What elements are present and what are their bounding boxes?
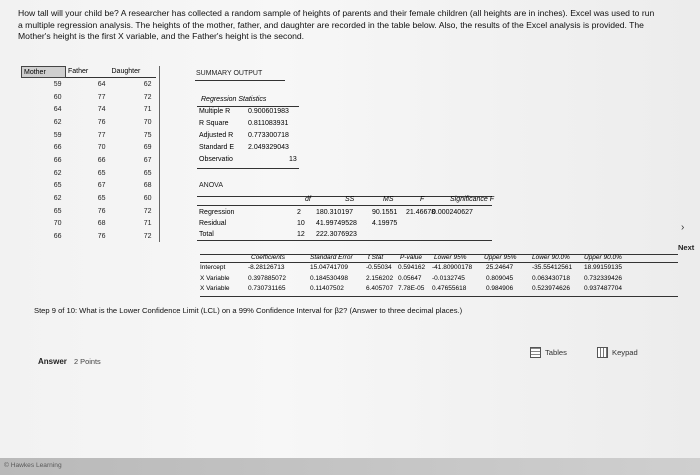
table-cell: 59 [53, 131, 62, 139]
table-cell: 71 [143, 106, 152, 114]
anova-cell: 222.3076923 [316, 231, 357, 238]
table-cell: 74 [97, 106, 106, 114]
table-cell: 76 [97, 233, 106, 241]
table-cell: 60 [53, 93, 62, 101]
table-cell: 60 [143, 195, 152, 203]
data-table [21, 66, 156, 243]
table-divider [159, 66, 160, 242]
table-row [22, 129, 156, 142]
table-cell: 72 [143, 233, 152, 241]
table-icon [530, 347, 541, 358]
table-cell: 66 [53, 144, 62, 152]
coef-cell: 2.156202 [366, 274, 394, 282]
table-cell: 62 [143, 80, 152, 88]
table-cell: 77 [97, 131, 106, 139]
table-cell: 72 [143, 207, 152, 215]
table-cell: 62 [53, 195, 62, 203]
regression-rule-bottom [197, 168, 299, 169]
points-label: 2 Points [74, 357, 101, 366]
table-row [22, 205, 156, 218]
table-cell: 76 [97, 118, 106, 126]
col-header-daughter: Daughter [110, 67, 156, 78]
anova-row-label: Regression [199, 209, 235, 216]
table-cell: 70 [97, 144, 106, 152]
anova-header: MS [383, 196, 394, 203]
table-cell: 66 [53, 156, 62, 164]
coef-cell: 18.99159135 [584, 264, 622, 271]
table-row [22, 218, 156, 231]
reg-stat-label: Standard E [199, 144, 235, 151]
coef-header: Coefficients [251, 254, 285, 261]
coef-cell: -41.80900178 [432, 264, 473, 271]
table-cell: 65 [97, 169, 106, 177]
anova-header: Significance F [450, 196, 494, 203]
table-row [22, 154, 156, 167]
table-cell: 75 [143, 131, 152, 139]
coef-cell: 0.984906 [486, 285, 514, 292]
coef-cell: 0.063430718 [532, 274, 570, 282]
reg-stat-label: Observatio [199, 156, 233, 163]
coef-header: Lower 95% [434, 254, 467, 261]
coef-header: Standard Error [310, 254, 353, 261]
table-row [22, 167, 156, 180]
summary-rule [195, 80, 285, 81]
coef-row-label: X Variable [200, 285, 230, 292]
coef-cell: -8.28126713 [248, 264, 285, 271]
table-row [22, 230, 156, 243]
coef-cell: 0.05647 [398, 274, 422, 282]
anova-title: ANOVA [199, 182, 223, 189]
table-cell: 59 [53, 80, 62, 88]
tables-label: Tables [545, 348, 567, 357]
answer-label: Answer [38, 357, 67, 366]
coef-cell: -0.55034 [366, 264, 392, 271]
table-row [22, 91, 156, 104]
anova-rule-bottom [197, 240, 492, 241]
anova-cell: 12 [297, 231, 305, 238]
anova-cell: 2 [297, 209, 301, 216]
keypad-label: Keypad [612, 348, 638, 357]
table-row [22, 116, 156, 129]
keypad-icon [597, 347, 608, 358]
coef-rule-mid [200, 262, 678, 263]
table-row [22, 180, 156, 193]
table-cell: 62 [53, 169, 62, 177]
next-button[interactable]: Next [678, 243, 695, 252]
anova-header: df [305, 196, 311, 203]
coef-cell: -0.0132745 [432, 274, 465, 282]
coef-header: t Stat [368, 254, 384, 261]
coef-cell: 0.184530498 [310, 274, 348, 282]
table-row [22, 103, 156, 116]
anova-cell: 180.310197 [316, 209, 353, 216]
table-cell: 66 [53, 233, 62, 241]
coef-cell: 0.594162 [398, 264, 426, 271]
reg-stat-value: 0.900601983 [248, 108, 289, 115]
col-header-father: Father [66, 67, 110, 78]
coef-header: Upper 90.0% [584, 254, 622, 261]
coef-cell: 25.24647 [486, 264, 514, 271]
table-cell: 70 [53, 220, 62, 228]
coef-cell: 0.732339426 [584, 274, 622, 282]
next-arrow-icon[interactable]: › [681, 222, 685, 233]
anova-header: F [420, 196, 425, 203]
bottom-bar [0, 458, 700, 475]
coef-header: Lower 90.0% [532, 254, 570, 261]
anova-cell: 41.99749528 [316, 220, 357, 227]
table-cell: 68 [143, 182, 152, 190]
coef-header: Upper 95% [484, 254, 517, 261]
anova-cell: 0.000240627 [432, 209, 473, 216]
reg-stat-label: R Square [199, 120, 229, 127]
coef-cell: 15.04741709 [310, 264, 348, 271]
table-cell: 65 [97, 195, 106, 203]
coef-row-label: Intercept [200, 264, 226, 271]
anova-header: SS [345, 196, 355, 203]
anova-row-label: Total [199, 231, 214, 238]
table-cell: 64 [53, 106, 62, 114]
col-header-mother: Mother [22, 67, 66, 78]
reg-stat-label: Multiple R [199, 108, 231, 115]
question-text: How tall will your child be? A researcher has collected a random sample of heights of parents and their female children (all heights are in inches). Excel was used to run a multiple regression analysis. The heights of the mother, father, and daughter are recorded in the table below. Also, the results of the Excel analysis is provided. The Mother's height is the first X variable, and the Father's height is the second. [18, 8, 655, 41]
coef-rule-bottom [200, 296, 678, 297]
reg-stat-value: 0.773300718 [248, 132, 289, 139]
table-cell: 64 [97, 80, 106, 88]
table-row [22, 141, 156, 154]
tables-button[interactable] [530, 347, 567, 358]
coef-cell: 0.937487704 [584, 285, 622, 292]
footer-logo: © Hawkes Learning [4, 462, 62, 469]
anova-cell: 21.46678 [406, 209, 436, 216]
coef-cell: 0.809045 [486, 274, 514, 282]
anova-cell: 90.1551 [372, 209, 398, 216]
table-cell: 71 [143, 220, 152, 228]
table-row [22, 78, 156, 91]
table-cell: 62 [53, 118, 62, 126]
anova-row-label: Residual [199, 220, 227, 227]
table-cell: 65 [53, 182, 62, 190]
table-cell: 70 [143, 118, 152, 126]
coef-cell: 0.397885072 [248, 274, 286, 282]
coef-cell: 0.47655618 [432, 285, 467, 292]
table-cell: 76 [97, 207, 106, 215]
coef-cell: 0.11407502 [310, 285, 344, 292]
table-cell: 67 [97, 182, 106, 190]
reg-stat-value: 13 [289, 156, 297, 163]
coef-cell: 7.78E-05 [398, 285, 425, 292]
coef-cell: 0.523974626 [532, 285, 570, 292]
coef-cell: -35.55412561 [532, 264, 573, 271]
reg-stat-value: 0.811083931 [248, 120, 289, 127]
summary-title: SUMMARY OUTPUT [196, 70, 263, 77]
table-cell: 77 [97, 93, 106, 101]
regression-stats-title: Regression Statistics [201, 96, 267, 103]
anova-cell: 4.19975 [372, 220, 398, 227]
table-cell: 68 [97, 220, 106, 228]
table-cell: 66 [97, 156, 106, 164]
table-cell: 65 [53, 207, 62, 215]
anova-rule-mid [197, 205, 492, 206]
table-cell: 67 [143, 156, 152, 164]
coef-row-label: X Variable [200, 274, 230, 282]
data-table-body [22, 78, 156, 243]
anova-cell: 10 [297, 220, 305, 227]
regression-rule [197, 106, 299, 107]
keypad-button[interactable] [597, 347, 638, 358]
coef-header: P-value [400, 254, 423, 261]
table-cell: 72 [143, 93, 152, 101]
step-prompt: Step 9 of 10: What is the Lower Confidence Limit (LCL) on a 99% Confidence Interval for β2? (Answer to three decimal places.) [34, 306, 463, 315]
coef-cell: 6.405707 [366, 285, 394, 292]
table-cell: 65 [143, 169, 152, 177]
reg-stat-label: Adjusted R [199, 132, 234, 139]
coef-cell: 0.730731165 [248, 285, 286, 292]
table-row [22, 192, 156, 205]
reg-stat-value: 2.049329043 [248, 144, 289, 151]
table-cell: 69 [143, 144, 152, 152]
